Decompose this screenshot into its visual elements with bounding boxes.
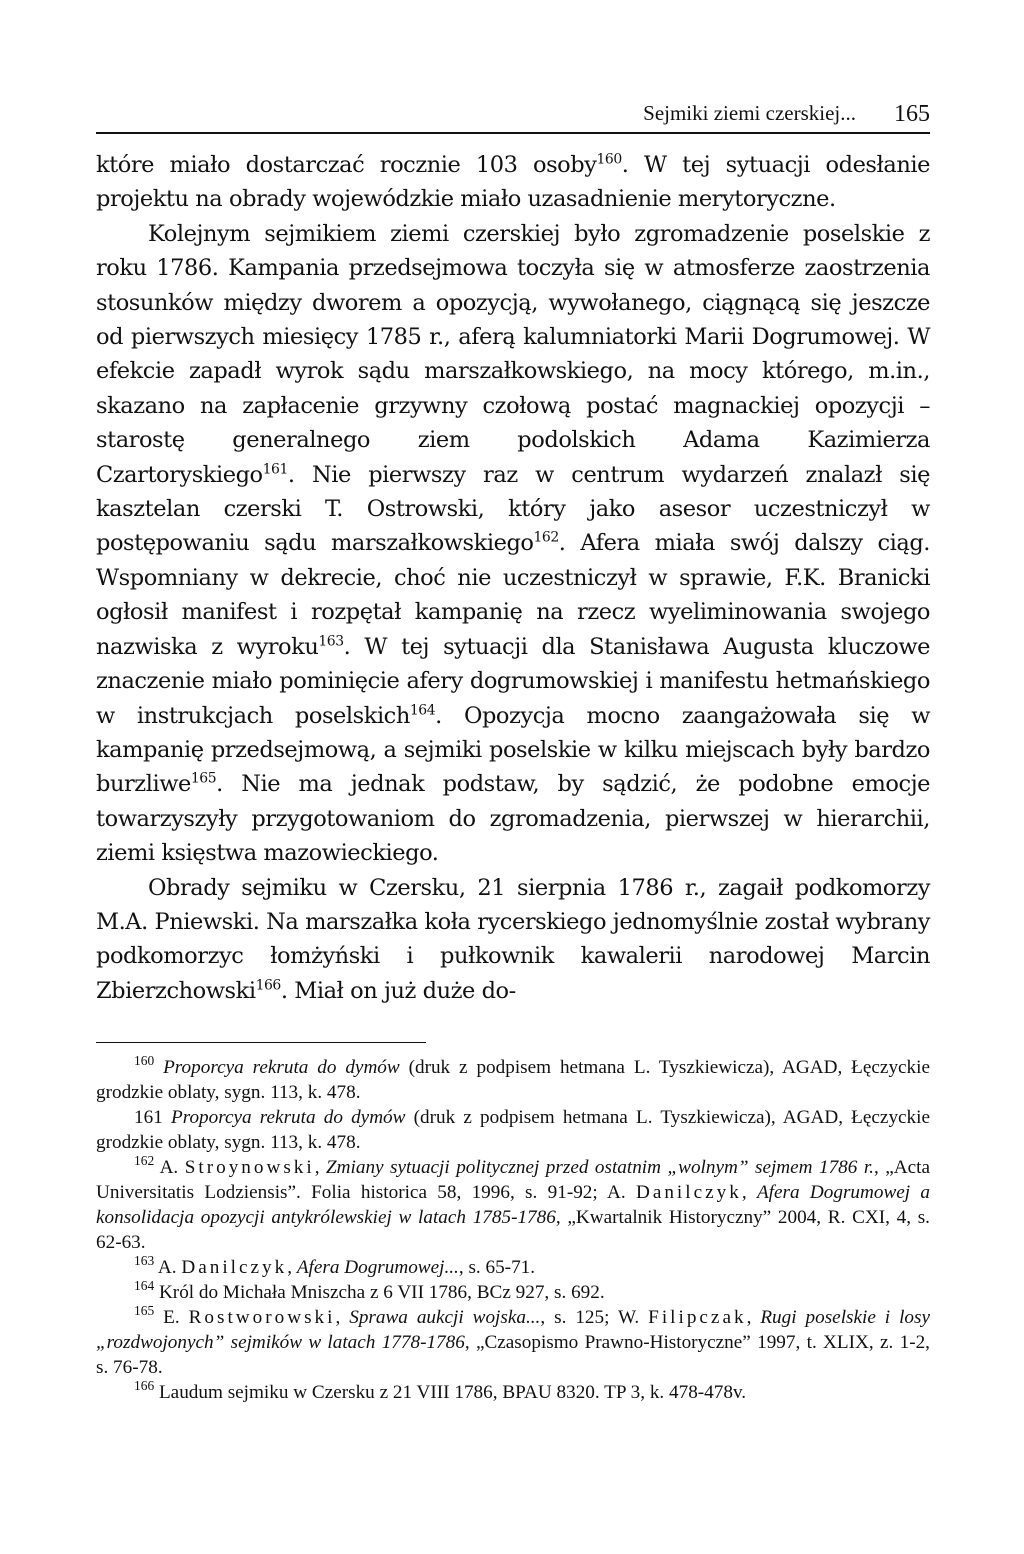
text-run: . Nie ma jednak podstaw, by sądzić, że podobne emocje towarzyszyły przygotowaniom do zgromadzenia, pierwszej w hierarchii, ziemi księstwa mazowieckiego. — [96, 771, 930, 867]
footnotes — [96, 1055, 930, 1405]
footnote-text: , s. 125; W. — [540, 1307, 649, 1329]
text-run: . W tej sytuacji dla Stanisława Augusta kluczowe znaczenie miało pominięcie afery dogrumowskiej i manifestu hetmańskiego w instrukcjach poselskich — [96, 633, 931, 729]
text-run: które miało dostarczać rocznie 103 osoby — [96, 152, 597, 178]
footnote-title: Proporcya rekruta do dymów — [170, 1107, 406, 1129]
footnote-number: 165 — [134, 1303, 155, 1319]
footnote-number: 163 — [134, 1253, 155, 1269]
text-run: . W tej sytuacji odesłanie projektu na obrady wojewódzkie miało uzasadnienie merytoryczne. — [96, 152, 930, 213]
footnote-number: 162 — [134, 1153, 155, 1169]
text-run: . Miał on już duże do- — [280, 977, 516, 1004]
footnote-text: , „Kwartalnik Historyczny” 2004, R. CXI, 4, s. 62-63. — [96, 1207, 930, 1254]
footnote-number: 164 — [134, 1278, 155, 1294]
footnote-ref-161: 161 — [262, 461, 288, 478]
footnote-163 — [96, 1255, 930, 1280]
footnote-text: , „Acta Universitatis Lodziensis”. Folia historica 58, 1996, s. 91-92; A. — [96, 1157, 930, 1204]
footnote-text: A. — [154, 1257, 182, 1279]
footnote-text: , — [314, 1157, 326, 1179]
page — [96, 96, 930, 1405]
footnote-text: Laudum sejmiku w Czersku z 21 VIII 1786, BPAU 8320. TP 3, k. 478-478v. — [154, 1382, 747, 1404]
footnote-number: 166 — [134, 1378, 155, 1394]
paragraph-3 — [96, 871, 930, 1009]
footnote-number: 160 — [134, 1053, 155, 1069]
text-run: . Nie pierwszy raz w centrum wydarzeń znalazł się kasztelan czerski T. Ostrowski, który jako asesor uczestniczył w postępowaniu sądu marszałkowskiego — [96, 461, 930, 557]
page-number: 165 — [894, 101, 930, 127]
running-header — [96, 96, 930, 134]
footnote-164 — [96, 1280, 930, 1305]
footnote-text: , — [741, 1182, 757, 1204]
footnote-text: , — [287, 1257, 297, 1279]
footnote-text: (druk z podpisem hetmana L. Tyszkiewicza), AGAD, Łęczyckie grodzkie oblaty, sygn. 113, k. 478. — [96, 1057, 930, 1104]
footnote-title: Afera Dogrumowej a konsolidacja opozycji antykrólewskiej w latach 1785-1786 — [96, 1182, 931, 1229]
footnote-ref-163: 163 — [318, 633, 344, 650]
footnote-ref-162: 162 — [533, 529, 559, 546]
footnote-text: , „Czasopismo Prawno-Historyczne” 1997, t. XLIX, z. 1-2, s. 76-78. — [96, 1332, 930, 1379]
footnote-number: 161 — [134, 1107, 163, 1129]
footnote-title: Rugi poselskie i losy „rozdwojonych” sejmików w latach 1778-1786 — [96, 1307, 931, 1354]
running-title: Sejmiki ziemi czerskiej... — [643, 101, 856, 125]
footnote-ref-164: 164 — [409, 701, 436, 718]
footnote-author: Rostworowski — [188, 1307, 336, 1329]
footnote-text: , — [335, 1307, 350, 1329]
paragraph-1 — [96, 148, 930, 217]
footnote-161 — [96, 1105, 930, 1155]
footnote-title: Afera Dogrumowej... — [296, 1257, 459, 1279]
footnote-text: , — [746, 1307, 761, 1329]
footnote-text: (druk z podpisem hetmana L. Tyszkiewicza), AGAD, Łęczyckie grodzkie oblaty, sygn. 113, k. 478. — [96, 1107, 930, 1154]
footnote-author: Danilczyk — [635, 1182, 742, 1204]
footnote-text: A. — [154, 1157, 185, 1179]
footnote-ref-166: 166 — [255, 977, 281, 994]
paragraph-2 — [96, 217, 930, 871]
footnote-text: Król do Michała Mniszcha z 6 VII 1786, BCz 927, s. 692. — [154, 1282, 605, 1304]
footnote-160 — [96, 1055, 930, 1105]
main-text — [96, 148, 930, 1008]
footnote-divider — [96, 1042, 426, 1043]
footnote-author: Filipczak — [648, 1307, 747, 1329]
footnote-title: Zmiany sytuacji politycznej przed ostatnim „wolnym” sejmem 1786 r. — [326, 1157, 874, 1179]
text-run: . Opozycja mocno zaangażowała się w kampanię przedsejmową, a sejmiki poselskie w kilku miejscach były bardzo burzliwe — [96, 702, 931, 798]
footnote-text: , s. 65-71. — [458, 1257, 536, 1279]
footnote-author: Danilczyk — [181, 1257, 288, 1279]
footnote-ref-165: 165 — [190, 770, 217, 787]
footnote-author: Stroynowski — [184, 1157, 315, 1179]
footnote-title: Sprawa aukcji wojska... — [349, 1307, 541, 1329]
text-run: Kolejnym sejmikiem ziemi czerskiej było zgromadzenie poselskie z roku 1786. Kampania przedsejmowa toczyła się w atmosferze zaostrzenia stosunków między dworem a opozycją, wywołanego, ciągnącą się jeszcze od pierwszych miesięcy 1785 r., aferą kalumniatorki Marii Dogrumowej. W efekcie zapadł wyrok sądu marszałkowskiego, na mocy którego, m.in., skazano na zapłacenie grzywny czołową postać magnackiej opozycji – starostę generalnego ziem podolskich Adama Kazimierza Czartoryskiego — [96, 220, 930, 488]
footnote-166 — [96, 1380, 930, 1405]
footnote-165 — [96, 1305, 930, 1380]
text-run: . Afera miała swój dalszy ciąg. Wspomniany w dekrecie, choć nie uczestniczył w sprawie, F.K. Branicki ogłosił manifest i rozpętał kampanię na rzecz wyeliminowania swojego nazwiska z wyroku — [96, 530, 930, 660]
footnote-title: Proporcya rekruta do dymów — [163, 1057, 400, 1079]
footnote-text: E. — [154, 1307, 189, 1329]
text-run: Obrady sejmiku w Czersku, 21 sierpnia 1786 r., zagaił podkomorzy M.A. Pniewski. Na marszałka koła rycerskiego jednomyślnie został wybrany podkomorzyc łomżyński i pułkownik kawalerii narodowej Marcin Zbierzchowski — [96, 874, 930, 1004]
footnote-ref-160: 160 — [596, 151, 622, 168]
footnote-162 — [96, 1155, 930, 1255]
